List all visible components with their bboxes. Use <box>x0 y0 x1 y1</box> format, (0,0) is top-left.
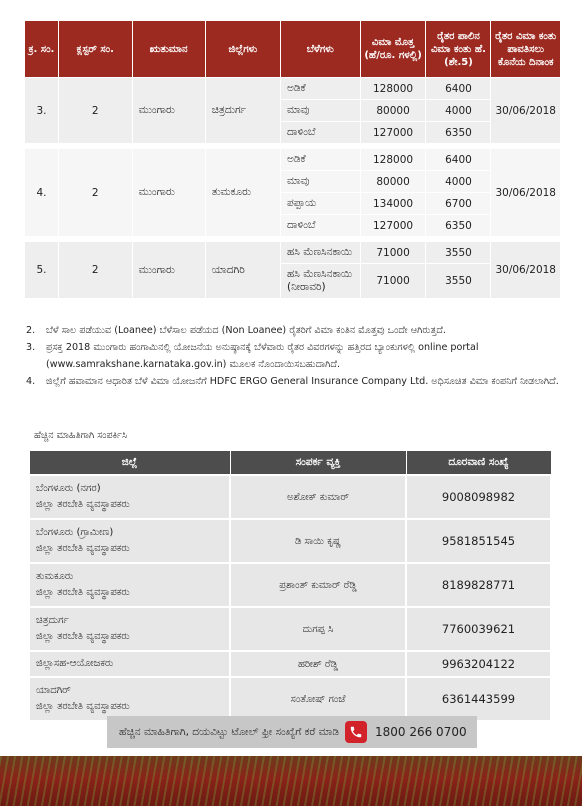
phone-icon <box>345 721 367 743</box>
sum-insured-cell: 71000 <box>360 242 426 264</box>
sum-insured-cell: 80000 <box>360 171 426 193</box>
phone-number-cell: 9581851545 <box>406 519 551 563</box>
premium-cell: 4000 <box>426 171 491 193</box>
district-cell <box>29 607 230 651</box>
season-cell: ಮುಂಗಾರು <box>132 149 205 237</box>
designation: ಜಿಲ್ಲಾ ತರಬೇತಿ ವ್ಯವಸ್ಥಾಪಕರು <box>36 543 130 554</box>
notes-list <box>26 322 561 390</box>
crop-cell: ಮಾವು <box>281 100 361 122</box>
crop-cell: ದಾಳಿಂಬೆ <box>281 215 361 237</box>
phone-number-cell: 7760039621 <box>406 607 551 651</box>
premium-cell: 6350 <box>426 215 491 237</box>
sum-insured-cell: 71000 <box>360 264 426 299</box>
crop-cell: ಹಸಿ ಮೆಣಸಿನಕಾಯಿ (ನೀರಾವರಿ) <box>281 264 361 299</box>
cluster-cell: 2 <box>58 242 132 299</box>
contact-person-cell: ಪ್ರಶಾಂತ್ ಕುಮಾರ್ ರೆಡ್ಡಿ <box>230 563 406 607</box>
crop-cell: ಹಸಿ ಮೆಣಸಿನಕಾಯಿ <box>281 242 361 264</box>
designation: ಜಿಲ್ಲಾ ತರಬೇತಿ ವ್ಯವಸ್ಥಾಪಕರು <box>36 701 130 712</box>
crop-cell: ಪಪ್ಪಾಯ <box>281 193 361 215</box>
district-name: ಜಿಲ್ಲಾಸಹ-ಆಯೋಜಕರು <box>36 658 114 669</box>
crop-table-header-row <box>25 21 561 78</box>
crop-row <box>25 242 561 264</box>
col-farmer-premium: ರೈತರ ಪಾಲಿನ ವಿಮಾ ಕಂತು ಹೆ. (ಶೇ.5) <box>426 21 491 78</box>
last-date-cell: 30/06/2018 <box>491 78 561 144</box>
sum-insured-cell: 80000 <box>360 100 426 122</box>
col-contact-person: ಸಂಪರ್ಕ ವ್ಯಕ್ತಿ <box>230 451 406 476</box>
note-item <box>26 322 561 339</box>
premium-cell: 6350 <box>426 122 491 144</box>
contact-row <box>29 475 551 519</box>
crop-table-body <box>25 78 561 299</box>
district-cell <box>29 475 230 519</box>
premium-cell: 6400 <box>426 78 491 100</box>
premium-cell: 3550 <box>426 242 491 264</box>
premium-cell: 4000 <box>426 100 491 122</box>
serial-number-cell: 3. <box>25 78 59 144</box>
sum-insured-cell: 128000 <box>360 149 426 171</box>
note-number: 3. <box>26 342 36 353</box>
crop-row <box>25 149 561 171</box>
contact-table-body <box>29 475 551 721</box>
contact-person-cell: ಡಿ ಸಾಯಿ ಕೃಷ್ಣ <box>230 519 406 563</box>
district-cell <box>29 651 230 677</box>
contact-row <box>29 651 551 677</box>
contact-person-cell: ಸಂತೋಷ್ ಗಂಜೆ <box>230 677 406 721</box>
district-cell: ತುಮಕೂರು <box>205 149 280 237</box>
serial-number-cell: 5. <box>25 242 59 299</box>
contact-row <box>29 563 551 607</box>
more-info-label: ಹೆಚ್ಚಿನ ಮಾಹಿತಿಗಾಗಿ ಸಂಪರ್ಕಿಸಿ <box>34 430 128 441</box>
district-name: ಯಾದಗಿರ್ <box>36 685 71 696</box>
crop-cell: ಮಾವು <box>281 171 361 193</box>
col-cluster-number: ಕ್ಲಸ್ಟರ್ ಸಂ. <box>58 21 132 78</box>
designation: ಜಿಲ್ಲಾ ತರಬೇತಿ ವ್ಯವಸ್ಥಾಪಕರು <box>36 499 130 510</box>
district-name: ಬೆಂಗಳೂರು (ಗ್ರಾಮೀಣ) <box>36 527 114 538</box>
col-crops: ಬೆಳೆಗಳು <box>281 21 361 78</box>
premium-cell: 6700 <box>426 193 491 215</box>
phone-number-cell: 6361443599 <box>406 677 551 721</box>
note-text: ಬೆಳೆ ಸಾಲ ಪಡೆಯುವ (Loanee) ಬೆಳೆಸಾಲ ಪಡೆಯದ (Non Loanee) ರೈತರಿಗೆ ವಿಮಾ ಕಂತಿನ ಮೊತ್ತವು ಒಂದೇ ಆಗಿರುತ್ತದೆ. <box>46 325 446 336</box>
note-text: ಪ್ರಸಕ್ತ 2018 ಮುಂಗಾರು ಹಂಗಾಮಿನಲ್ಲಿ ಯೋಜನೆಯ ಅನುಷ್ಠಾನಕ್ಕೆ ಬೆಳೆವಾರು ರೈತರ ವಿವರಗಳನ್ನು ಹತ್ತಿರದ ಬ್ಯಾಂಕುಗಳಲ್ಲಿ online portal (www.samrakshane.karnataka.gov.in) ಮೂಲಕ ನೊಂದಾಯಿಸಬಹುದಾಗಿದೆ. <box>46 342 479 370</box>
district-cell: ಯಾದಗಿರಿ <box>205 242 280 299</box>
sum-insured-cell: 127000 <box>360 215 426 237</box>
last-date-cell: 30/06/2018 <box>491 242 561 299</box>
col-last-date: ರೈತರ ವಿಮಾ ಕಂತು ಪಾವತಿಸಲು ಕೊನೆಯ ದಿನಾಂಕ <box>491 21 561 78</box>
sum-insured-cell: 127000 <box>360 122 426 144</box>
contact-row <box>29 607 551 651</box>
contact-row <box>29 677 551 721</box>
cluster-cell: 2 <box>58 149 132 237</box>
contact-person-cell: ದುಗಪ್ಪ ಸಿ <box>230 607 406 651</box>
season-cell: ಮುಂಗಾರು <box>132 78 205 144</box>
contact-person-cell: ಅಶೋಕ್ ಕುಮಾರ್ <box>230 475 406 519</box>
contact-row <box>29 519 551 563</box>
note-number: 2. <box>26 325 36 336</box>
footer-crop-texture <box>0 756 582 806</box>
crop-cell: ಅಡಿಕೆ <box>281 78 361 100</box>
last-date-cell: 30/06/2018 <box>491 149 561 237</box>
col-districts: ಜಿಲ್ಲೆಗಳು <box>205 21 280 78</box>
district-cell: ಚಿತ್ರದುರ್ಗ <box>205 78 280 144</box>
col-season: ಋತುಮಾನ <box>132 21 205 78</box>
district-cell <box>29 519 230 563</box>
phone-number-cell: 9963204122 <box>406 651 551 677</box>
crop-cell: ದಾಳಿಂಬೆ <box>281 122 361 144</box>
premium-cell: 6400 <box>426 149 491 171</box>
phone-number-cell: 9008098982 <box>406 475 551 519</box>
district-name: ಚಿತ್ರದುರ್ಗ <box>36 615 69 626</box>
designation: ಜಿಲ್ಲಾ ತರಬೇತಿ ವ್ಯವಸ್ಥಾಪಕರು <box>36 631 130 642</box>
cluster-cell: 2 <box>58 78 132 144</box>
col-district: ಜಿಲ್ಲೆ <box>29 451 230 476</box>
contact-table-header-row <box>29 451 551 476</box>
designation: ಜಿಲ್ಲಾ ತರಬೇತಿ ವ್ಯವಸ್ಥಾಪಕರು <box>36 587 130 598</box>
contact-table <box>28 450 552 722</box>
toll-free-message: ಹೆಚ್ಚಿನ ಮಾಹಿತಿಗಾಗಿ, ದಯವಿಟ್ಟು ಟೋಲ್ ಫ್ರೀ ಸಂಖ್ಯೆಗೆ ಕರೆ ಮಾಡಿ <box>119 725 339 738</box>
sum-insured-cell: 128000 <box>360 78 426 100</box>
toll-free-banner <box>107 716 477 748</box>
serial-number-cell: 4. <box>25 149 59 237</box>
sum-insured-cell: 134000 <box>360 193 426 215</box>
crop-cell: ಅಡಿಕೆ <box>281 149 361 171</box>
crop-row <box>25 78 561 100</box>
premium-cell: 3550 <box>426 264 491 299</box>
note-number: 4. <box>26 376 36 387</box>
district-name: ತುಮಕೂರು <box>36 571 74 582</box>
district-cell <box>29 563 230 607</box>
note-item <box>26 339 561 373</box>
col-phone-number: ದೂರವಾಣಿ ಸಂಖ್ಯೆ <box>406 451 551 476</box>
season-cell: ಮುಂಗಾರು <box>132 242 205 299</box>
toll-free-number: 1800 266 0700 <box>374 725 467 739</box>
note-item <box>26 373 561 390</box>
note-text: ಜಿಲ್ಲೆಗೆ ಹವಾಮಾನ ಆಧಾರಿತ ಬೆಳೆ ವಿಮಾ ಯೋಜನೆಗೆ HDFC ERGO General Insurance Company Ltd. ಅಧಿಸೂಚಿತ ವಿಮಾ ಕಂಪನಿಗೆ ನೀಡಲಾಗಿದೆ. <box>46 376 559 387</box>
col-sum-insured: ವಿಮಾ ಮೊತ್ತ (ಹೆ/ರೂ. ಗಳಲ್ಲಿ) <box>360 21 426 78</box>
phone-number-cell: 8189828771 <box>406 563 551 607</box>
contact-person-cell: ಹರೀಶ್ ರೆಡ್ಡಿ <box>230 651 406 677</box>
col-serial-number: ಕ್ರ. ಸಂ. <box>25 21 59 78</box>
district-cell <box>29 677 230 721</box>
footer-banner <box>0 756 582 806</box>
crop-insurance-table <box>24 20 561 299</box>
district-name: ಬೆಂಗಳೂರು (ನಗರ) <box>36 483 101 494</box>
